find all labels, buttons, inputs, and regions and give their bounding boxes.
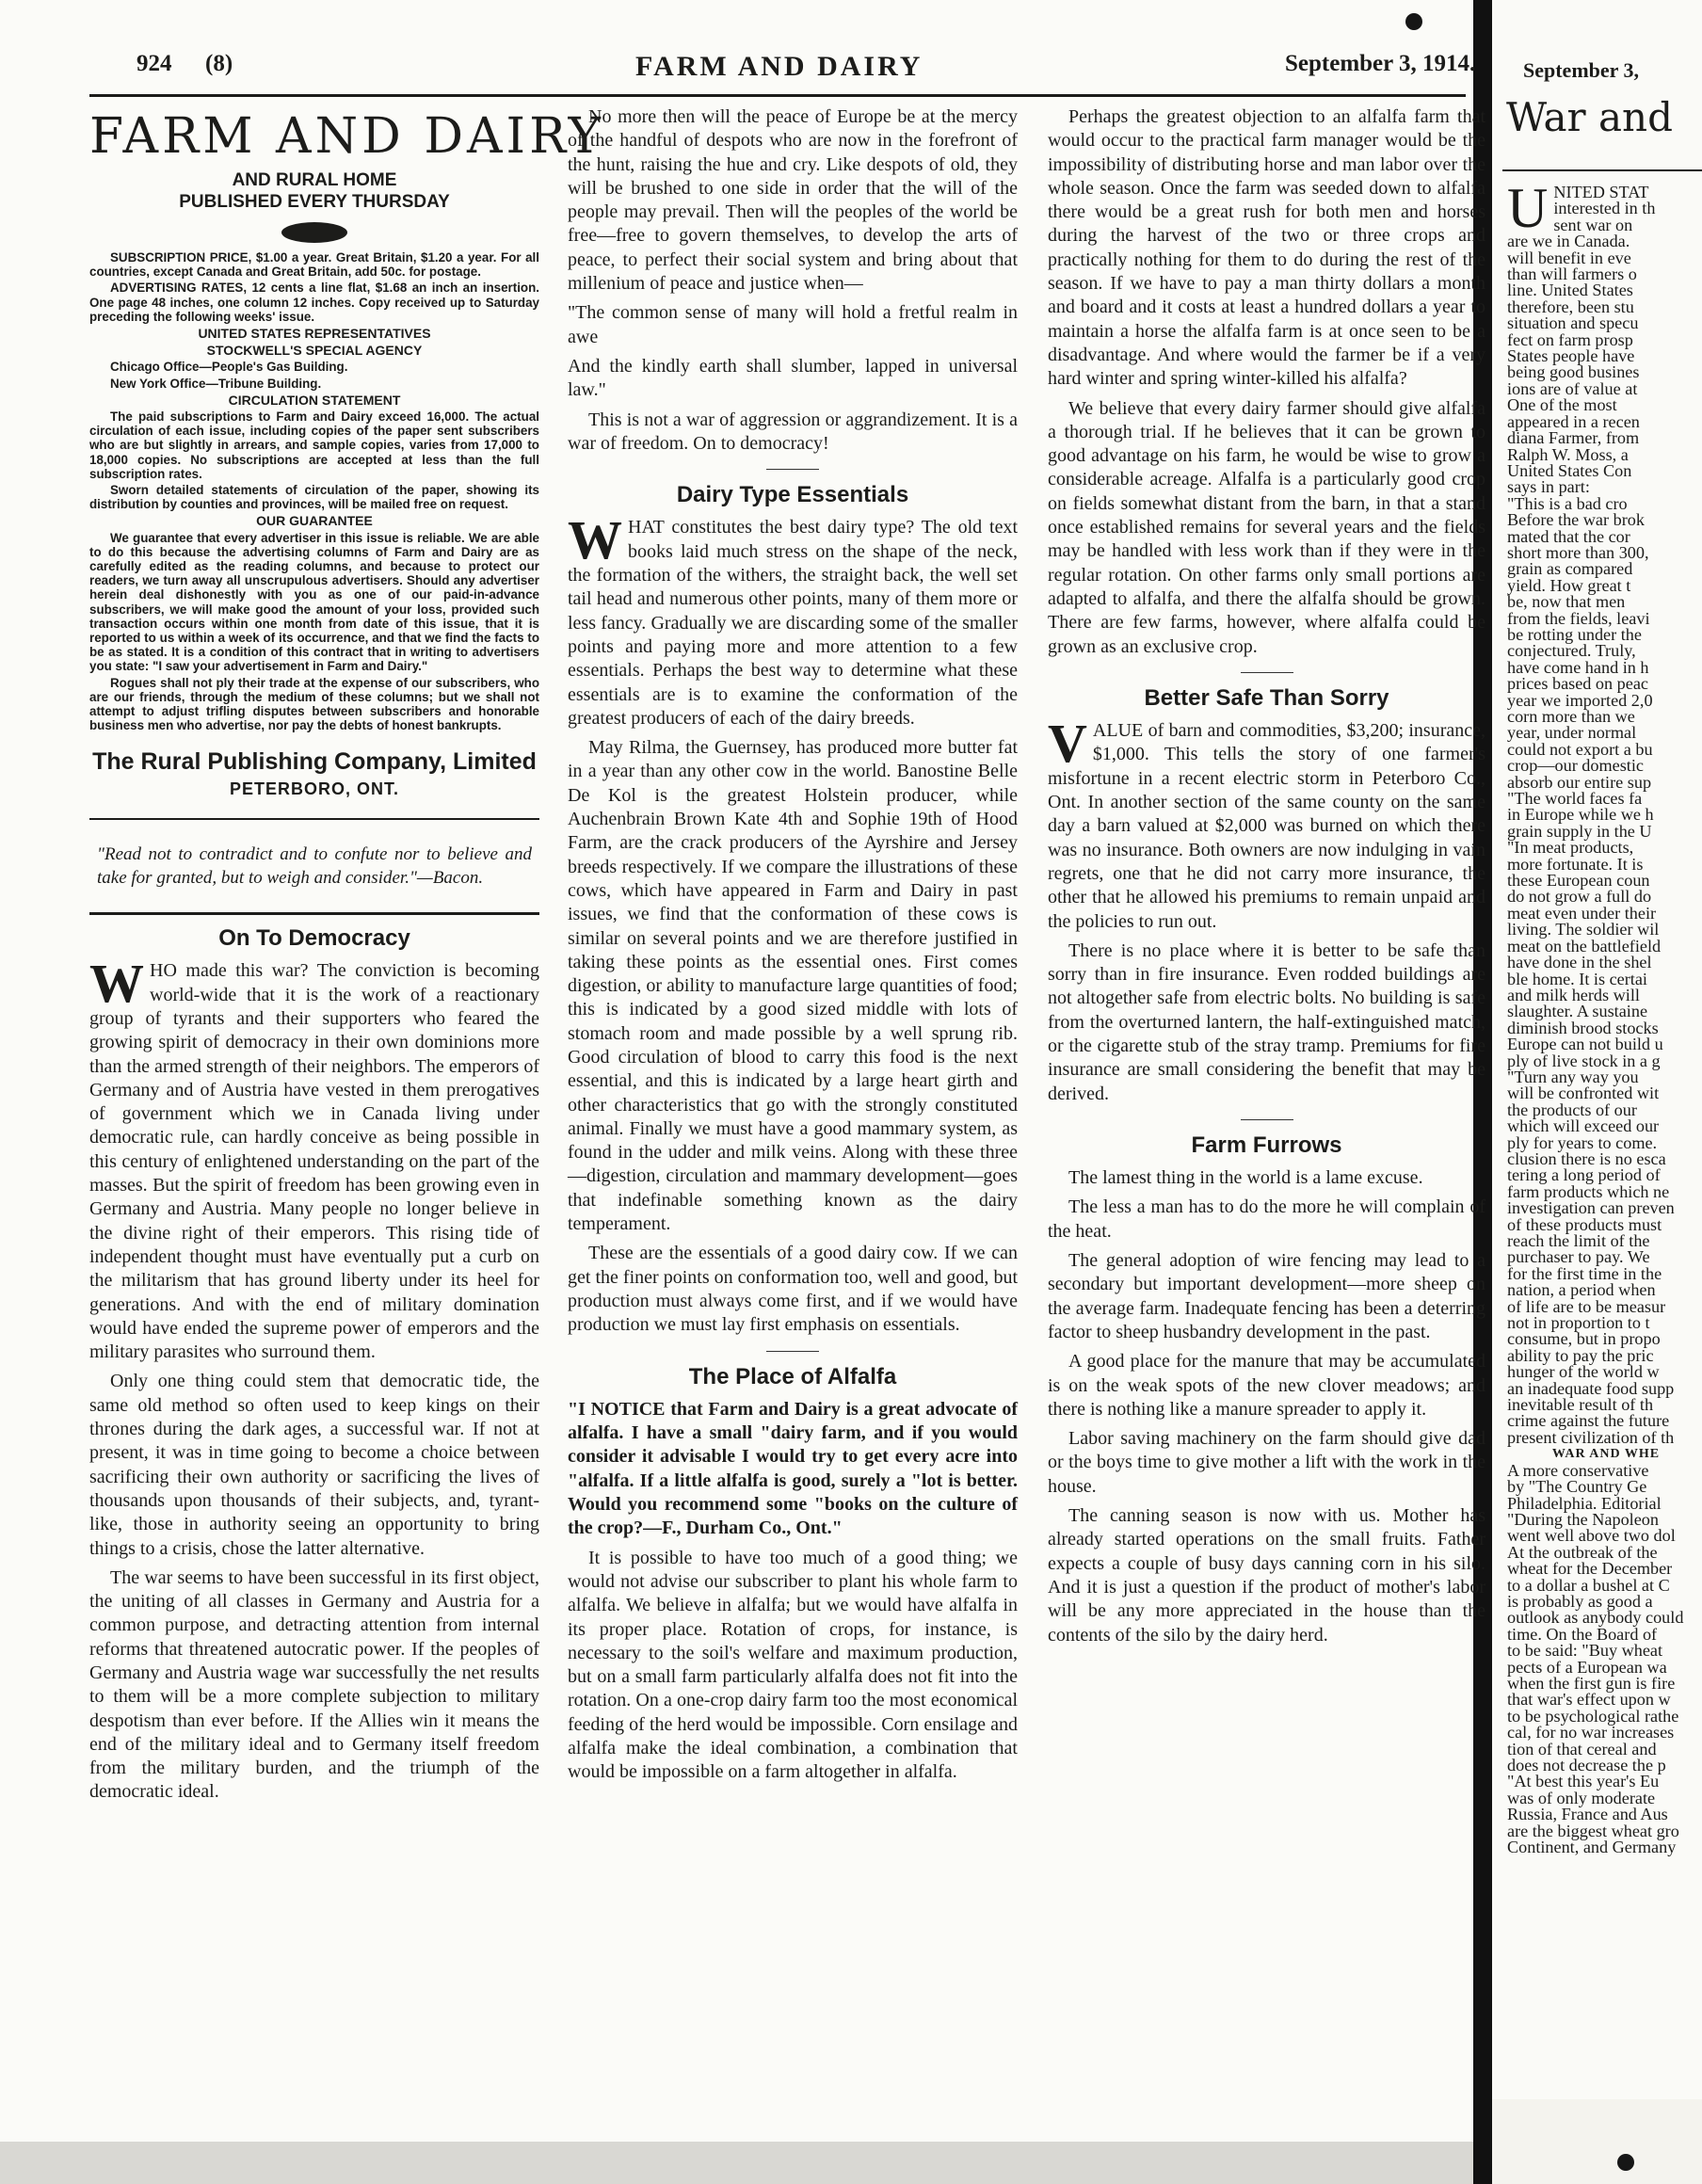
facing-page-line: United States Con: [1507, 460, 1632, 480]
article-title: Dairy Type Essentials: [676, 482, 909, 508]
facing-page-line: absorb our entire sup: [1507, 772, 1652, 792]
facing-page-line: farm products which ne: [1507, 1181, 1670, 1201]
facing-page-line: corn more than we: [1507, 707, 1635, 726]
reader-letter: "I NOTICE that Farm and Dairy is a great advocate of alfalfa. I have a small "dairy farm, and if you would consider it advisable I would try to get every acre into "alfalfa. If a little alfalfa is good, surely a "lot is better. Would you recommend some "books on the culture of the crop?—F., Durham Co., Ont.": [568, 1398, 1018, 1539]
masthead-notices: [89, 250, 539, 733]
facing-page-line: and milk herds will: [1507, 985, 1640, 1004]
article-title: Farm Furrows: [1191, 1132, 1342, 1158]
section-rule: [89, 818, 539, 820]
article-title: The Place of Alfalfa: [688, 1363, 897, 1389]
facing-page-column: [1507, 177, 1702, 1857]
facing-page-line: the products of our: [1507, 1100, 1637, 1119]
article-paragraph: A good place for the manure that may be accumulated is on the weak spots of the new clover meadows; and there is nothing like a manure spreader to apply it.: [1048, 1351, 1485, 1420]
advertising-notice: ADVERTISING RATES, 12 cents a line flat, $1.68 an inch an insertion. One page 48 inches, one column 12 inches. Copy received up to Saturday preceding the following weeks' issue.: [89, 281, 539, 324]
facing-page-line: to be said: "Buy wheat: [1507, 1641, 1663, 1661]
facing-page-line: sent war on: [1553, 215, 1633, 234]
representatives-heading: UNITED STATES REPRESENTATIVES: [198, 326, 431, 342]
guarantee-text: We guarantee that every advertiser in this issue is reliable. We are able to do this because the advertising columns of Farm and Dairy are as carefully edited as the reading columns, and because to protect our readers, we turn away all unscrupulous advertisers. Should any advertiser herein deal dishonestly with you as one of our paid-in-advance subscribers, we will make good the amount of your loss, provided such transaction occurs within one month from date of this issue, that it is reported to us within a week of its occurrence, and that we find the facts to be as stated. It is a condition of this contract that in writing to advertisers you state: "I saw your advertisement in Farm and Dairy.": [89, 530, 539, 674]
facing-page-line: hunger of the world w: [1507, 1362, 1660, 1382]
column-1: [89, 105, 604, 1810]
facing-page-line: when the first gun is fire: [1507, 1673, 1676, 1693]
article-title: Better Safe Than Sorry: [1144, 684, 1389, 711]
facing-page-title: War and: [1506, 94, 1673, 140]
article-paragraph: We believe that every dairy farmer should give alfalfa a thorough trial. If he believes that it can be grown to good advantage on his farm, he would be wise to grow a considerable acreage. Alfalfa is a particularly good crop on fields somewhat distant from the barn, in that a stand once established remains for several years and the fields may be handled with less work than if they were in the regular rotation. On other farms only small portions are adapted to alfalfa, and there the alfalfa should be grown. There are few farms, however, where alfalfa could be grown as an exclusive crop.: [1048, 397, 1485, 657]
facing-page-line: A more conservative: [1507, 1460, 1649, 1480]
facing-page-line: being good busines: [1507, 362, 1640, 382]
facing-page-line: be rotting under the: [1507, 624, 1642, 644]
facing-page-line: tering a long period of: [1507, 1165, 1661, 1185]
facing-page-line: "During the Napoleon: [1507, 1509, 1659, 1529]
facing-page-line: "At best this year's Eu: [1507, 1772, 1660, 1791]
facing-page-line: of these products must: [1507, 1214, 1662, 1234]
facing-page-line: is probably as good a: [1507, 1591, 1653, 1611]
facing-page-line: fect on farm prosp: [1507, 329, 1633, 349]
article-separator: [766, 469, 819, 470]
header-rule: [89, 94, 1466, 97]
article-paragraph: The war seems to have been successful in its first object, the uniting of all classes in Germany and Austria for a common purpose, and detracting attention from internal reforms that threatened autocratic power. If the peoples of Germany and Austria wage war successfully the net results to them will be a more complete subjection to military despotism than ever before. If the Allies win it means the end of the military ideal and to Germany itself freedom from the military burden, and the triumph of the democratic ideal.: [89, 1566, 539, 1803]
binding-hole-icon: [1405, 13, 1422, 30]
facing-page-line: to be psychological rathe: [1507, 1706, 1679, 1726]
facing-page-line: appeared in a recen: [1507, 411, 1640, 431]
facing-page-line: which will exceed our: [1507, 1116, 1660, 1136]
article-paragraph: May Rilma, the Guernsey, has produced more butter fat in a year than any other cow in the world. Banostine Belle De Kol is the greatest Holstein producer, while Auchenbrain Brown Kate 4th and Sophie 19th of Hood Farm, are the crack producers of the Ayrshire and Jersey breeds respectively. If we compare the illustrations of these cows, which have appeared in Farm and Dairy in past issues, we find that the conformation of these cows is similar on several points and we are therefore justified in taking these points as the essential ones. First comes digestion, or ability to manufacture large quantities of food; this is indicated by a good sized middle with lots of stomach room and made possible by a well sprung rib. Good circulation of blood to carry this food is the next essential, and this is indicated by a large heart girth and other characteristics that go with the strongly constituted animal. Finally we must have a good mammary system, as found in the udder and milk veins. Along with these three—digestion, circulation and mammary development—goes that indefinable something known as the dairy temperament.: [568, 737, 1018, 1235]
facing-page-line: than will farmers o: [1507, 265, 1637, 284]
facing-page-date: September 3,: [1523, 58, 1640, 82]
facing-page-line: One of the most: [1507, 395, 1617, 415]
masthead-ornament-icon: [281, 222, 347, 243]
facing-page-line: ply for years to come.: [1507, 1132, 1658, 1152]
facing-page-line: tion of that cereal and: [1507, 1739, 1657, 1758]
facing-page-line: Russia, France and Aus: [1507, 1805, 1668, 1824]
facing-page-line: ble home. It is certai: [1507, 969, 1647, 988]
facing-page-line: Continent, and Germany: [1507, 1838, 1677, 1857]
column-3: [1048, 105, 1485, 1653]
article-separator: [1241, 1119, 1293, 1120]
facing-page-line: nation, a period when: [1507, 1280, 1656, 1300]
facing-page-line: grain supply in the U: [1507, 821, 1652, 841]
facing-page-line: reach the limit of the: [1507, 1231, 1650, 1250]
article-paragraph: WHAT constitutes the best dairy type? The old text books laid much stress on the shape of the neck, the formation of the withers, the straight back, the well set tail head and numerous other points, many of them more or less fancy. Gradually we are discarding some of the smaller points and paying more and more attention to a few essentials. Perhaps the best way to determine what these essentials are is to examine the conformation of the greatest producers of each of the dairy breeds.: [568, 509, 1018, 729]
article-title: On To Democracy: [218, 925, 410, 952]
facing-page-line: clusion there is no esca: [1507, 1148, 1666, 1168]
article-paragraph: The canning season is now with us. Mother has already started operations on the small fruits. Father expects a couple of busy days canning corn in his silo. And it is just a question if the product of mother's labor will be any more appreciated in the house than the contents of the silo by the dairy herd.: [1048, 1505, 1485, 1646]
drop-cap: U: [1507, 177, 1549, 239]
column-2: [568, 105, 1018, 1791]
facing-page-line: ply of live stock in a g: [1507, 1051, 1661, 1070]
article-separator: [1241, 672, 1293, 673]
facing-page-line: meat even under their: [1507, 903, 1657, 923]
page-folio: 924: [136, 51, 172, 76]
poem-line: "The common sense of many will hold a fretful realm in awe: [568, 302, 1018, 347]
facing-page-line: meat on the battlefield: [1507, 936, 1662, 956]
office-newyork: New York Office—Tribune Building.: [110, 376, 322, 391]
article-paragraph: This is not a war of aggression or aggrandizement. It is a war of freedom. On to democracy!: [568, 409, 1018, 454]
article-paragraph: The less a man has to do the more he will complain of the heat.: [1048, 1196, 1485, 1242]
masthead-publication-day: PUBLISHED EVERY THURSDAY: [179, 192, 450, 212]
section-rule: [89, 912, 539, 915]
facing-page-line: grain as compared: [1507, 559, 1633, 579]
article-paragraph: No more then will the peace of Europe be at the mercy of the handful of despots who are now in the forefront of the hunt, raising the hue and cry. Like despots of old, they will be brushed to one side in order that the will of the people may prevail. Then will the peoples of the world be free—free to govern themselves, to develop the arts of peace, to perfect their social system and bring about that millenium of peace and justice when—: [568, 106, 1018, 295]
running-title: FARM AND DAIRY: [635, 51, 923, 82]
facing-page-line: prices based on peac: [1507, 674, 1648, 694]
circulation-text: Sworn detailed statements of circulation of the paper, showing its distribution by counties and provinces, will be mailed free on request.: [89, 483, 539, 512]
facing-page-line: in Europe while we h: [1507, 805, 1654, 825]
article-paragraph: These are the essentials of a good dairy cow. If we can get the finer points on conformation too, well and good, but production must always come first, and if we would have production we must lay first emphasis on essentials.: [568, 1243, 1018, 1336]
facing-page-line: slaughter. A sustaine: [1507, 1002, 1648, 1021]
facing-page-subhead: WAR AND WHE: [1551, 1447, 1661, 1462]
article-paragraph: Perhaps the greatest objection to an alfalfa farm that would occur to the practical farm manager would be the impossibility of distributing horse and man labor over the whole season. Once the farm was seeded down to alfalfa there would be a great rush for both men and horses during the harvest of the two or three crops and practically nothing for them to do during the rest of the season. If we have to pay a man thirty dollars a month and board and it costs at least a hundred dollars a year to maintain a horse the alfalfa farm is at once seen to be a disadvantage. And where would the farmer be if a very hard winter and spring winter-killed his alfalfa?: [1048, 106, 1485, 390]
facing-page-line: crime against the future: [1507, 1411, 1670, 1431]
facing-page-line: line. United States: [1507, 281, 1633, 300]
poem-line: And the kindly earth shall slumber, lapped in universal law.": [568, 355, 1018, 401]
article-paragraph: Only one thing could stem that democratic tide, the same old method so often used to keep kings on their thrones during the dark ages, a successful war. If not at present, it was in time going to become a choice between sacrificing their own authority or sacrificing the lives of thousands upon thousands of their subjects, and, tyrant-like, those in authority seeing an opportunity to bring things to a crisis, chose the latter alternative.: [89, 1371, 539, 1559]
facing-page-line: outlook as anybody could: [1507, 1608, 1684, 1628]
page-bottom-shadow: [0, 2142, 1473, 2184]
article-paragraph: VALUE of barn and commodities, $3,200; insurance, $1,000. This tells the story of one farmer's misfortune in a recent electric storm in Peterboro Co., Ont. In another section of the same county on the same day a barn valued at $2,000 was burned on which there was no insurance. Both owners are now indulging in vain regrets, one that he did not carry more insurance, the other that he allowed his premiums to remain unpaid and the policies to run out.: [1048, 713, 1485, 932]
facing-page-line: from the fields, leavi: [1507, 608, 1650, 628]
facing-page-line: wheat for the December: [1507, 1559, 1673, 1579]
guarantee-heading: OUR GUARANTEE: [256, 513, 373, 529]
circulation-text: The paid subscriptions to Farm and Dairy exceed 16,000. The actual circulation of each issue, including copies of the paper sent subscribers who are but slightly in arrears, and sample copies, varies from 17,000 to 18,000 copies. No subscriptions are accepted at less than the full subscription rates.: [89, 410, 539, 481]
facing-page-line: Before the war brok: [1507, 510, 1645, 530]
facing-page-line: Ralph W. Moss, a: [1507, 444, 1629, 464]
office-chicago: Chicago Office—People's Gas Building.: [110, 360, 348, 375]
facing-page-line: "This is a bad cro: [1507, 493, 1628, 513]
facing-page-line: are the biggest wheat gro: [1507, 1821, 1679, 1840]
facing-page-line: went well above two dol: [1507, 1526, 1676, 1546]
facing-page-line: Philadelphia. Editorial: [1507, 1493, 1662, 1513]
facing-page-line: present civilization of th: [1507, 1427, 1675, 1447]
publisher-name: The Rural Publishing Company, Limited: [92, 747, 537, 775]
article-paragraph: The lamest thing in the world is a lame excuse.: [1068, 1167, 1423, 1189]
facing-page-line: these European coun: [1507, 871, 1650, 891]
facing-page-line: do not grow a full do: [1507, 887, 1652, 907]
facing-page-line: year we imported 2,0: [1507, 690, 1653, 710]
article-separator: [766, 1351, 819, 1352]
facing-page-rule: [1502, 169, 1702, 171]
facing-page-line: an inadequate food supp: [1507, 1378, 1675, 1398]
facing-page-line: inevitable result of th: [1507, 1395, 1654, 1415]
facing-page-line: consume, but in propo: [1507, 1329, 1661, 1349]
masthead: [89, 108, 604, 243]
facing-page-line: says in part:: [1507, 477, 1590, 497]
facing-page-line: that war's effect upon w: [1507, 1690, 1671, 1710]
facing-page-line: be, now that men: [1507, 592, 1626, 612]
facing-page-line: diminish brood stocks: [1507, 1018, 1659, 1037]
masthead-quote: "Read not to contradict and to confute nor to believe and take for granted, but to weigh and consider."—Bacon.: [97, 844, 532, 889]
facing-page-line: "Turn any way you: [1507, 1067, 1639, 1086]
facing-page-line: not in proportion to t: [1507, 1313, 1650, 1333]
facing-page-line: short more than 300,: [1507, 542, 1649, 562]
subscription-notice: SUBSCRIPTION PRICE, $1.00 a year. Great Britain, $1.20 a year. For all countries, except Canada and Great Britain, add 50c. for postage.: [89, 250, 539, 280]
facing-page-line: have come hand in h: [1507, 657, 1649, 677]
facing-page-line: interested in th: [1553, 199, 1656, 218]
facing-page-line: Europe can not build u: [1507, 1035, 1663, 1054]
facing-page-line: diana Farmer, from: [1507, 428, 1640, 448]
facing-page-line: living. The soldier wil: [1507, 920, 1660, 939]
page-marker: (8): [205, 51, 233, 76]
issue-date: September 3, 1914.: [1285, 51, 1476, 76]
facing-page-line: ability to pay the pric: [1507, 1345, 1654, 1365]
facing-page-line: NITED STAT: [1553, 183, 1649, 201]
facing-page-line: more fortunate. It is: [1507, 854, 1644, 874]
facing-page-line: "In meat products,: [1507, 838, 1634, 858]
facing-page-line: will benefit in eve: [1507, 248, 1631, 267]
binding-hole-icon: [1617, 2154, 1634, 2171]
facing-page-line: "The world faces fa: [1507, 789, 1643, 809]
facing-page-line: crop—our domestic: [1507, 756, 1644, 776]
facing-page-line: conjectured. Truly,: [1507, 641, 1636, 661]
article-paragraph: The general adoption of wire fencing may lead to a secondary but important development—more sheep on the average farm. Inadequate fencing has been a deterring factor to sheep husbandry development in the past.: [1048, 1250, 1485, 1342]
facing-page-line: of life are to be measur: [1507, 1296, 1666, 1316]
facing-page-line: to a dollar a bushel at C: [1507, 1575, 1670, 1595]
facing-page-line: ions are of value at: [1507, 378, 1638, 398]
masthead-title: FARM AND DAIRY: [89, 108, 604, 165]
publisher-city: PETERBORO, ONT.: [229, 779, 399, 798]
facing-page-line: could not export a bu: [1507, 739, 1653, 759]
guarantee-text: Rogues shall not ply their trade at the expense of our subscribers, who are our friends, through the medium of these columns; but we shall not attempt to adjust trifling disputes between subscribers and honorable business men who advertise, nor pay the debts of honest bankrupts.: [89, 675, 539, 733]
facing-page-line: was of only moderate: [1507, 1788, 1656, 1807]
article-paragraph: Labor saving machinery on the farm should give dad or the boys time to give mother a lift with the work in the house.: [1048, 1428, 1485, 1497]
facing-page-line: will be confronted wit: [1507, 1084, 1660, 1103]
facing-page-line: cal, for no war increases: [1507, 1723, 1675, 1742]
article-paragraph: WHO made this war? The conviction is becoming world-wide that it is the work of a reactionary group of tyrants and their supporters who feared the growing spirit of democracy in their own dominions more than the armed strength of their neighbors. The emperors of Germany and of Austria have vested in them prerogatives of government which we in Canada living under democratic rule, can hardly conceive as being possible in this century of enlightened understanding on the part of the masses. But the spirit of freedom has been growing even in Germany and Austria. Many people no longer believe in the divine right of their emperors. This rising tide of independent thought must have eventually put a curb on the militarism that has ground liberty under its heel for generations. And with the end of military domination would have ended the supreme power of emperors and the military parasites who surround them.: [89, 953, 539, 1363]
facing-page-line: by "The Country Ge: [1507, 1477, 1647, 1497]
facing-page-line: time. On the Board of: [1507, 1624, 1658, 1644]
facing-page-line: therefore, been stu: [1507, 297, 1634, 316]
facing-page-line: investigation can preven: [1507, 1198, 1675, 1218]
facing-page-line: purchaser to pay. We: [1507, 1247, 1650, 1267]
facing-page-line: year, under normal: [1507, 723, 1637, 743]
facing-page-line: At the outbreak of the: [1507, 1542, 1658, 1562]
facing-page-line: pects of a European wa: [1507, 1657, 1667, 1677]
masthead-subtitle: AND RURAL HOME: [232, 170, 397, 190]
facing-page-line: mated that the cor: [1507, 526, 1630, 546]
facing-page-line: yield. How great t: [1507, 575, 1631, 595]
article-paragraph: There is no place where it is better to be safe than sorry than in fire insurance. Even rodded buildings are not altogether safe from electric bolts. No building is safe from the overturned lantern, the half-extinguished match, or the cigarette stub of the stray tramp. Premiums for fire insurance are small considering the benefit that may be derived.: [1048, 939, 1485, 1104]
agency-name: STOCKWELL'S SPECIAL AGENCY: [206, 343, 423, 359]
facing-page-line: have done in the shel: [1507, 953, 1652, 972]
circulation-heading: CIRCULATION STATEMENT: [228, 392, 401, 408]
article-paragraph: It is possible to have too much of a good thing; we would not advise our subscriber to plant his whole farm to alfalfa. We believe in alfalfa; but we would have alfalfa in its proper place. Rotation of crops, for instance, is necessary to the soil's welfare and maximum production, but on a small farm particularly alfalfa does not fit into the rotation. On a one-crop dairy farm too the most economical feeding of the herd would be impossible. Corn ensilage and alfalfa make the ideal combination, a combination that would be impossible on a farm altogether in alfalfa.: [568, 1547, 1018, 1783]
facing-page-line: States people have: [1507, 346, 1635, 366]
facing-page-line: does not decrease the p: [1507, 1756, 1666, 1774]
facing-page-line: situation and specu: [1507, 313, 1639, 333]
facing-page-line: are we in Canada.: [1507, 232, 1630, 251]
facing-page-line: for the first time in the: [1507, 1263, 1662, 1283]
